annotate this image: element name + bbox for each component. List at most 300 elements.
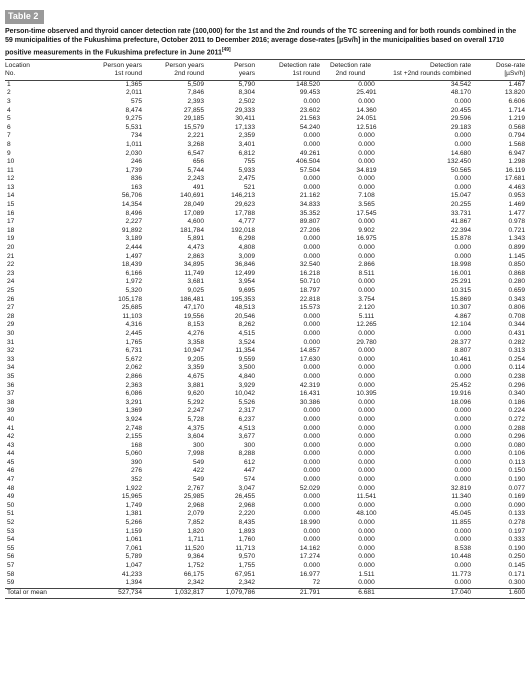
table-row — [5, 235, 525, 244]
table-cell: 1,159 — [125, 527, 142, 535]
table-cell: 37 — [7, 390, 15, 398]
table-cell: 3,009 — [238, 252, 255, 260]
table-cell: 0.000 — [454, 536, 471, 544]
table-row — [5, 553, 525, 562]
column-header-line: Detection rate — [278, 61, 320, 69]
table-cell: 0.000 — [358, 218, 375, 226]
table-cell: 14.360 — [356, 106, 377, 114]
table-cell: 0.000 — [358, 484, 375, 492]
table-row — [5, 167, 525, 176]
table-cell: 36,846 — [234, 261, 255, 269]
table-cell: 1,752 — [187, 562, 204, 570]
table-row — [5, 493, 525, 502]
column-header-line: 2nd round — [174, 70, 204, 78]
table-cell: 0.000 — [358, 450, 375, 458]
table-cell: 3.754 — [358, 295, 375, 303]
table-cell: 6,237 — [238, 415, 255, 423]
table-cell: 1,820 — [187, 527, 204, 535]
table-cell: 574 — [243, 476, 255, 484]
table-cell: 0.000 — [358, 424, 375, 432]
table-cell: 16.431 — [299, 390, 320, 398]
table-cell: 0.000 — [454, 476, 471, 484]
table-cell: 4.463 — [508, 183, 525, 191]
table-cell: 2.120 — [358, 304, 375, 312]
column-header — [320, 59, 381, 80]
caption-text: Person-time observed and thyroid cancer detection rate (100,000) for the 1st and the 2nd rounds of the TC screening and for both rounds combined in the 59 municipalities of the Fukushima prefecture, October 2011 to December 2016; average dose-rates [µSv/h] in the municipalities based on overall 1710 positive measurements in the Fukushima prefecture in June 2011 — [5, 27, 517, 57]
table-cell: 0.708 — [508, 312, 525, 320]
table-cell: 5,266 — [125, 519, 142, 527]
table-row — [5, 528, 525, 537]
table-row — [5, 364, 525, 373]
table-cell: 9 — [7, 149, 11, 157]
table-row — [5, 433, 525, 442]
table-cell: 72 — [255, 579, 320, 588]
table-cell: 521 — [243, 183, 255, 191]
table-cell: 0.000 — [358, 183, 375, 191]
table-row — [5, 399, 525, 408]
table-cell: 16.001 — [450, 269, 471, 277]
table-cell: 1,972 — [125, 278, 142, 286]
table-cell: 12.265 — [356, 321, 377, 329]
table-cell: 0.000 — [454, 329, 471, 337]
table-cell: 0.000 — [454, 441, 471, 449]
table-cell: 5,292 — [187, 398, 204, 406]
table-cell: 11 — [7, 166, 14, 174]
table-cell: 0.106 — [508, 450, 525, 458]
table-cell: 24.051 — [356, 115, 377, 123]
table-cell: 4,316 — [125, 321, 142, 329]
table-cell: 0.000 — [454, 364, 471, 372]
table-cell: 0.000 — [358, 519, 375, 527]
table-cell: 59 — [5, 579, 75, 588]
table-cell: 0.288 — [508, 424, 525, 432]
table-cell: 10.461 — [450, 355, 471, 363]
table-row — [5, 459, 525, 468]
table-cell: 1.477 — [508, 209, 525, 217]
table-cell: 3,047 — [238, 484, 255, 492]
table-cell: 105,178 — [118, 295, 142, 303]
table-row — [5, 150, 525, 159]
table-cell: 1.467 — [508, 80, 525, 88]
table-cell: 0.000 — [454, 372, 471, 380]
table-cell: 31 — [7, 338, 15, 346]
table-cell: 2,062 — [125, 364, 142, 372]
table-cell: 9,275 — [125, 115, 142, 123]
table-cell: 42 — [7, 433, 15, 441]
table-cell: 24 — [7, 278, 15, 286]
table-cell: 5,933 — [238, 166, 255, 174]
table-row — [5, 519, 525, 528]
table-row — [5, 210, 525, 219]
table-cell: 2,748 — [125, 424, 142, 432]
table-row — [5, 107, 525, 116]
table-cell: 53 — [7, 527, 15, 535]
table-cell: 41.867 — [450, 218, 471, 226]
table-cell: 246 — [130, 158, 142, 166]
table-cell: 0.145 — [508, 562, 525, 570]
table-row — [5, 253, 525, 262]
table-cell: 1,061 — [125, 536, 142, 544]
table-cell: 2,247 — [187, 407, 204, 415]
table-cell: 29,333 — [234, 106, 255, 114]
table-cell: 15 — [7, 201, 15, 209]
table-row — [5, 175, 525, 184]
table-cell: 0.000 — [303, 244, 320, 252]
table-row — [5, 536, 525, 545]
table-cell: 27,855 — [183, 106, 204, 114]
table-cell: 10.448 — [450, 553, 471, 561]
table-cell: 14.680 — [450, 149, 471, 157]
table-cell: 11.541 — [356, 493, 377, 501]
table-cell: 3,604 — [187, 433, 204, 441]
table-cell: 50 — [7, 501, 15, 509]
table-cell: 575 — [130, 97, 142, 105]
table-cell: 21 — [7, 252, 15, 260]
table-cell: 16.977 — [299, 570, 320, 578]
table-cell: 14.857 — [299, 347, 320, 355]
table-row — [5, 510, 525, 519]
table-row — [5, 218, 525, 227]
table-cell: 0.000 — [358, 415, 375, 423]
table-cell: 5,060 — [125, 450, 142, 458]
table-cell: 0.000 — [358, 441, 375, 449]
table-cell: 27.206 — [299, 226, 320, 234]
table-cell: 6,298 — [238, 235, 255, 243]
table-cell: 0.000 — [358, 132, 375, 140]
table-cell: 12,499 — [234, 269, 255, 277]
table-cell: 1,711 — [187, 536, 204, 544]
table-cell: 4,515 — [238, 329, 255, 337]
table-cell: 0.000 — [303, 140, 320, 148]
table-cell: 0.953 — [508, 192, 525, 200]
table-cell: 21.563 — [299, 115, 320, 123]
table-cell: 14.162 — [299, 544, 320, 552]
table-cell: 48.170 — [450, 89, 471, 97]
table-cell: 3,954 — [238, 278, 255, 286]
column-header-line: Dose-rate — [496, 61, 525, 69]
table-cell: 0.000 — [303, 235, 320, 243]
table-cell: 1 — [7, 80, 11, 88]
table-cell: 3,881 — [187, 381, 204, 389]
table-cell: 2,502 — [238, 97, 255, 105]
table-cell: 29,185 — [183, 115, 204, 123]
table-cell: 146,213 — [231, 192, 255, 200]
total-cell: 17.040 — [381, 588, 471, 598]
table-cell: 7.108 — [358, 192, 375, 200]
table-cell: 36 — [7, 381, 15, 389]
table-cell: 2,011 — [125, 89, 142, 97]
table-cell: 1,755 — [238, 562, 255, 570]
column-header-line: Person — [234, 61, 255, 69]
table-cell: 1,497 — [125, 252, 142, 260]
table-cell: 7,061 — [125, 544, 142, 552]
table-row — [5, 98, 525, 107]
table-cell: 58 — [7, 570, 15, 578]
table-cell: 32.540 — [299, 261, 320, 269]
table-cell: 11,749 — [184, 269, 204, 277]
table-cell: 3,189 — [125, 235, 142, 243]
table-cell: 6,812 — [238, 149, 255, 157]
table-cell: 8.538 — [454, 544, 471, 552]
table-cell: 0.000 — [303, 510, 320, 518]
table-row — [5, 304, 525, 313]
table-cell: 0.000 — [303, 527, 320, 535]
table-cell: 0.000 — [303, 407, 320, 415]
table-cell: 2,079 — [187, 510, 204, 518]
table-cell: 195,353 — [231, 295, 255, 303]
table-cell: 7,852 — [187, 519, 204, 527]
table-cell: 0.282 — [508, 338, 525, 346]
table-cell: 29 — [7, 321, 15, 329]
table-cell: 0.000 — [358, 553, 375, 561]
table-cell: 0.114 — [508, 364, 525, 372]
total-row — [5, 588, 525, 598]
table-cell: 6.606 — [508, 97, 525, 105]
table-row — [5, 571, 525, 580]
table-row — [5, 278, 525, 287]
table-cell: 23.602 — [299, 106, 320, 114]
table-cell: 57.504 — [299, 166, 320, 174]
table-cell: 3 — [7, 97, 11, 105]
table-cell: 0.850 — [508, 261, 525, 269]
table-row — [5, 244, 525, 253]
table-cell: 2,363 — [125, 381, 142, 389]
table-cell: 132.450 — [447, 158, 471, 166]
table-cell: 6,166 — [125, 269, 142, 277]
table-body — [5, 80, 525, 588]
table-cell: 0.280 — [508, 278, 525, 286]
table-row — [5, 373, 525, 382]
table-cell: 0.000 — [454, 458, 471, 466]
table-row — [5, 227, 525, 236]
table-cell: 352 — [130, 476, 142, 484]
table-cell: 0.431 — [508, 329, 525, 337]
table-cell: 0.000 — [358, 175, 375, 183]
table-cell: 1.568 — [508, 140, 525, 148]
table-cell: 26 — [7, 295, 15, 303]
column-header — [381, 59, 471, 80]
table-cell: 0.000 — [303, 97, 320, 105]
table-cell: 0.000 — [358, 501, 375, 509]
table-cell: 25,985 — [183, 493, 204, 501]
table-cell: 52.029 — [299, 484, 320, 492]
table-cell: 0.333 — [508, 536, 525, 544]
table-cell: 29,623 — [234, 201, 255, 209]
table-cell: 0.197 — [508, 527, 525, 535]
table-cell: 33 — [7, 355, 15, 363]
table-cell: 15.869 — [450, 295, 471, 303]
table-cell: 2,445 — [125, 329, 142, 337]
table-cell: 0.000 — [303, 441, 320, 449]
table-cell: 0.254 — [508, 355, 525, 363]
table-row — [5, 545, 525, 554]
table-cell: 3,268 — [187, 140, 204, 148]
table-cell: 1,739 — [125, 166, 142, 174]
column-header — [471, 59, 525, 80]
table-cell: 57 — [7, 562, 15, 570]
table-cell: 1,394 — [75, 579, 142, 588]
table-cell: 4,513 — [238, 424, 255, 432]
table-cell: 5,790 — [238, 80, 255, 88]
table-cell: 40 — [7, 415, 15, 423]
table-cell: 3,929 — [238, 381, 255, 389]
data-table — [5, 59, 525, 599]
table-cell: 12.104 — [450, 321, 471, 329]
table-cell: 186,481 — [180, 295, 204, 303]
table-cell: 0.000 — [303, 252, 320, 260]
table-cell: 26,455 — [234, 493, 255, 501]
table-cell: 0.224 — [508, 407, 525, 415]
table-cell: 0.000 — [303, 321, 320, 329]
table-cell: 3.565 — [358, 201, 375, 209]
table-cell: 2,342 — [204, 579, 255, 588]
table-cell: 4.867 — [454, 312, 471, 320]
table-cell: 91,892 — [121, 226, 142, 234]
table-cell: 8,496 — [125, 209, 142, 217]
table-cell: 0.278 — [508, 519, 525, 527]
table-row — [5, 476, 525, 485]
table-cell: 8,304 — [238, 89, 255, 97]
table-cell: 0.000 — [454, 424, 471, 432]
table-cell: 2,317 — [238, 407, 255, 415]
table-cell: 0.000 — [303, 132, 320, 140]
table-cell: 25.452 — [450, 381, 471, 389]
table-cell: 11,354 — [235, 347, 255, 355]
table-cell: 7,846 — [187, 89, 204, 97]
table-cell: 1.511 — [358, 570, 375, 578]
table-cell: 2,444 — [125, 244, 142, 252]
table-cell: 0.000 — [358, 433, 375, 441]
column-header — [75, 59, 142, 80]
table-cell: 11.773 — [451, 570, 471, 578]
table-cell: 0.000 — [303, 183, 320, 191]
table-cell: 17.630 — [299, 355, 320, 363]
table-cell: 30.386 — [299, 398, 320, 406]
table-cell: 4,473 — [187, 244, 204, 252]
table-cell: 6,731 — [125, 347, 142, 355]
table-cell: 5 — [7, 115, 11, 123]
table-row — [5, 416, 525, 425]
table-row — [5, 192, 525, 201]
table-cell: 836 — [130, 175, 142, 183]
table-cell: 16.119 — [505, 166, 525, 174]
table-cell: 612 — [243, 458, 255, 466]
table-row — [5, 158, 525, 167]
table-cell: 2,393 — [187, 97, 204, 105]
table-cell: 43 — [7, 441, 15, 449]
table-cell: 20 — [7, 244, 15, 252]
table-cell: 0.794 — [508, 132, 525, 140]
table-row — [5, 339, 525, 348]
table-row — [5, 89, 525, 98]
table-cell: 7 — [7, 132, 11, 140]
table-cell: 491 — [192, 183, 204, 191]
table-cell: 0.186 — [508, 398, 525, 406]
table-cell: 1,011 — [125, 140, 142, 148]
table-cell: 0.000 — [358, 158, 375, 166]
table-cell: 0.000 — [454, 415, 471, 423]
table-cell: 2,866 — [125, 372, 142, 380]
table-cell: 46 — [7, 467, 15, 475]
table-row — [5, 313, 525, 322]
table-cell: 4,375 — [187, 424, 204, 432]
table-cell: 0.000 — [358, 536, 375, 544]
table-cell: 8,474 — [125, 106, 142, 114]
table-cell: 56 — [7, 553, 15, 561]
table-cell: 140,691 — [180, 192, 204, 200]
table-cell: 0.000 — [303, 415, 320, 423]
total-cell: Total or mean — [5, 588, 75, 598]
table-cell: 1,369 — [125, 407, 142, 415]
table-cell: 4,777 — [238, 218, 255, 226]
column-header — [255, 59, 320, 80]
table-cell: 0.077 — [508, 484, 525, 492]
table-cell: 11.855 — [451, 519, 471, 527]
total-cell: 527,734 — [75, 588, 142, 598]
table-cell: 9,364 — [187, 553, 204, 561]
table-cell: 2,359 — [238, 132, 255, 140]
table-cell: 0.000 — [454, 467, 471, 475]
table-cell: 28,049 — [183, 201, 204, 209]
table-cell: 2,968 — [187, 501, 204, 509]
table-cell: 10.315 — [450, 287, 471, 295]
table-cell: 3,681 — [187, 278, 204, 286]
table-cell: 9.902 — [358, 226, 375, 234]
table-cell: 0.000 — [358, 381, 375, 389]
column-header-line: Person years — [165, 61, 204, 69]
table-cell: 0.000 — [358, 407, 375, 415]
table-cell: 0.000 — [381, 579, 471, 588]
table-cell: 16 — [7, 209, 15, 217]
table-cell: 33.731 — [450, 209, 471, 217]
table-cell: 3,924 — [125, 415, 142, 423]
table-cell: 0.344 — [508, 321, 525, 329]
table-cell: 0.000 — [303, 450, 320, 458]
table-cell: 3,358 — [187, 338, 204, 346]
table-cell: 2,030 — [125, 149, 142, 157]
table-cell: 67,951 — [234, 570, 255, 578]
table-cell: 9,025 — [187, 287, 204, 295]
table-cell: 0.000 — [358, 140, 375, 148]
total-cell: 21.791 — [255, 588, 320, 598]
table-cell: 0.659 — [508, 287, 525, 295]
table-cell: 6 — [7, 123, 11, 131]
table-cell: 5,789 — [125, 553, 142, 561]
table-cell: 6,086 — [125, 390, 142, 398]
table-cell: 55 — [7, 544, 15, 552]
total-cell: 1,032,817 — [142, 588, 204, 598]
column-header-line: Location — [5, 61, 30, 69]
table-cell: 656 — [192, 158, 204, 166]
table-cell: 6.947 — [508, 149, 525, 157]
table-cell: 1,749 — [125, 501, 142, 509]
table-cell: 734 — [130, 132, 142, 140]
table-cell: 49 — [7, 493, 15, 501]
total-cell: 6.681 — [320, 588, 381, 598]
table-cell: 1.343 — [508, 235, 525, 243]
table-cell: 0.150 — [508, 467, 525, 475]
table-cell: 0.000 — [303, 424, 320, 432]
table-cell: 3,401 — [238, 140, 255, 148]
column-header-line: 2nd round — [335, 70, 366, 78]
table-cell: 0.250 — [508, 553, 525, 561]
table-cell: 0.000 — [358, 355, 375, 363]
table-cell: 5,526 — [238, 398, 255, 406]
table-row — [5, 356, 525, 365]
table-cell: 54 — [7, 536, 15, 544]
table-cell: 47,170 — [183, 304, 204, 312]
table-cell: 13.820 — [504, 89, 525, 97]
